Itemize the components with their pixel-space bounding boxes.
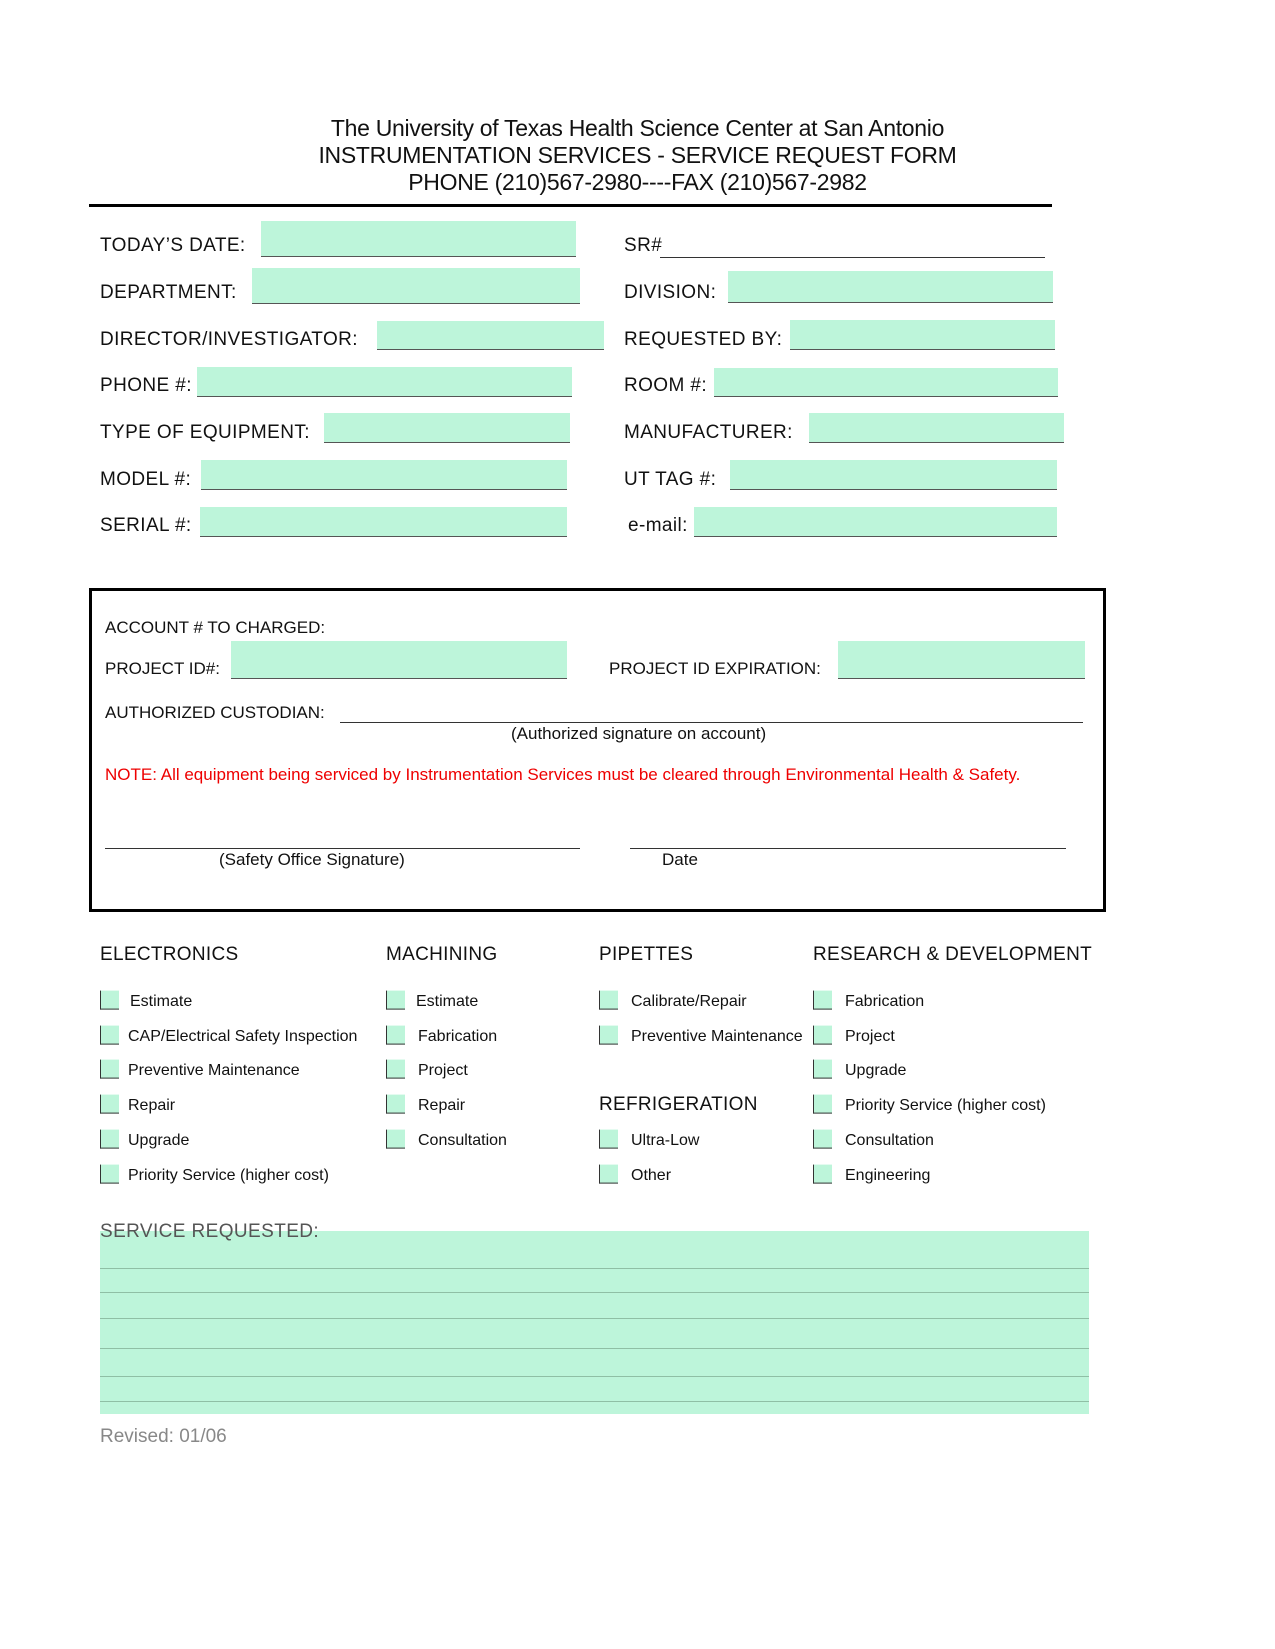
checkbox[interactable] xyxy=(386,1026,405,1045)
service-requested-line xyxy=(100,1401,1089,1402)
project-expiration-label: PROJECT ID EXPIRATION: xyxy=(609,659,821,678)
checkbox[interactable] xyxy=(100,1095,119,1114)
checkbox-label: Fabrication xyxy=(418,1028,498,1045)
checkbox-label: Upgrade xyxy=(128,1132,190,1149)
checkbox-label: Upgrade xyxy=(845,1062,907,1079)
room-field[interactable] xyxy=(714,368,1058,397)
phone-label: PHONE #: xyxy=(100,375,192,396)
date-label: Date xyxy=(662,850,698,869)
director-label: DIRECTOR/INVESTIGATOR: xyxy=(100,329,358,350)
checkbox[interactable] xyxy=(599,1026,618,1045)
custodian-note: (Authorized signature on account) xyxy=(511,724,767,743)
department-field[interactable] xyxy=(252,268,580,304)
checkbox-label: Project xyxy=(418,1062,468,1079)
checkbox-label: Calibrate/Repair xyxy=(631,993,747,1010)
equipment-type-field[interactable] xyxy=(324,413,570,443)
sr-line xyxy=(660,257,1045,258)
category-heading: MACHINING xyxy=(386,944,498,965)
checkbox-label: Preventive Maintenance xyxy=(631,1028,803,1045)
service-requested-line xyxy=(100,1318,1089,1319)
safety-signature-line[interactable] xyxy=(105,848,580,849)
checkbox[interactable] xyxy=(386,1060,405,1079)
requested-by-label: REQUESTED BY: xyxy=(624,329,783,350)
revised-date: Revised: 01/06 xyxy=(100,1426,227,1447)
safety-note: NOTE: All equipment being serviced by Instrumentation Services must be cleared through Environmental Health & Safety. xyxy=(105,765,1021,784)
checkbox-label: Priority Service (higher cost) xyxy=(845,1097,1046,1114)
account-heading: ACCOUNT # TO CHARGED: xyxy=(105,618,326,637)
service-requested-line xyxy=(100,1376,1089,1377)
sr-label: SR# xyxy=(624,235,663,256)
equipment-type-label: TYPE OF EQUIPMENT: xyxy=(100,422,310,443)
manufacturer-field[interactable] xyxy=(809,413,1064,443)
project-id-field[interactable] xyxy=(231,641,567,679)
service-requested-line xyxy=(100,1348,1089,1349)
checkbox-label: Repair xyxy=(128,1097,176,1114)
phone-field[interactable] xyxy=(197,367,572,397)
model-field[interactable] xyxy=(201,460,567,490)
room-label: ROOM #: xyxy=(624,375,708,396)
serial-field[interactable] xyxy=(200,507,567,537)
header-contact: PHONE (210)567-2980----FAX (210)567-2982 xyxy=(408,169,867,195)
checkbox[interactable] xyxy=(813,1060,832,1079)
checkbox[interactable] xyxy=(386,1095,405,1114)
checkbox[interactable] xyxy=(813,1026,832,1045)
division-field[interactable] xyxy=(728,271,1053,303)
email-label: e-mail: xyxy=(628,515,688,536)
ut-tag-label: UT TAG #: xyxy=(624,469,717,490)
category-heading: ELECTRONICS xyxy=(100,944,239,965)
requested-by-field[interactable] xyxy=(790,320,1055,350)
safety-signature-label: (Safety Office Signature) xyxy=(219,850,405,869)
category-heading: REFRIGERATION xyxy=(599,1094,758,1115)
checkbox-label: Fabrication xyxy=(845,993,925,1010)
service-requested-label: SERVICE REQUESTED: xyxy=(100,1221,320,1242)
checkbox-label: Priority Service (higher cost) xyxy=(128,1167,329,1184)
date-line[interactable] xyxy=(630,848,1066,849)
checkbox-label: Estimate xyxy=(416,993,479,1010)
checkbox[interactable] xyxy=(386,1130,405,1149)
service-requested-field[interactable] xyxy=(100,1231,1089,1414)
checkbox[interactable] xyxy=(599,1130,618,1149)
header-divider xyxy=(89,204,1052,207)
checkbox-label: Preventive Maintenance xyxy=(128,1062,300,1079)
project-expiration-field[interactable] xyxy=(838,641,1085,679)
service-requested-line xyxy=(100,1268,1089,1269)
director-field[interactable] xyxy=(377,321,604,350)
checkbox-label: CAP/Electrical Safety Inspection xyxy=(128,1028,358,1045)
header-institution: The University of Texas Health Science Center at San Antonio xyxy=(330,115,945,141)
custodian-label: AUTHORIZED CUSTODIAN: xyxy=(105,703,325,722)
checkbox-label: Engineering xyxy=(845,1167,931,1184)
checkbox[interactable] xyxy=(813,1165,832,1184)
project-id-label: PROJECT ID#: xyxy=(105,659,220,678)
custodian-signature-line[interactable] xyxy=(340,722,1083,723)
serial-label: SERIAL #: xyxy=(100,515,192,536)
checkbox[interactable] xyxy=(100,1026,119,1045)
category-heading: RESEARCH & DEVELOPMENT xyxy=(813,944,1092,965)
checkbox-label: Ultra-Low xyxy=(631,1132,700,1149)
checkbox[interactable] xyxy=(100,1165,119,1184)
checkbox[interactable] xyxy=(599,1165,618,1184)
email-field[interactable] xyxy=(694,507,1057,537)
category-heading: PIPETTES xyxy=(599,944,694,965)
service-requested-line xyxy=(100,1292,1089,1293)
checkbox-label: Consultation xyxy=(845,1132,934,1149)
todays-date-field[interactable] xyxy=(261,221,576,257)
checkbox[interactable] xyxy=(599,991,618,1010)
checkbox[interactable] xyxy=(386,991,405,1010)
header-form-title: INSTRUMENTATION SERVICES - SERVICE REQUEST FORM xyxy=(318,142,957,168)
checkbox[interactable] xyxy=(100,1060,119,1079)
checkbox[interactable] xyxy=(813,1095,832,1114)
ut-tag-field[interactable] xyxy=(730,460,1057,490)
checkbox-label: Repair xyxy=(418,1097,466,1114)
manufacturer-label: MANUFACTURER: xyxy=(624,422,793,443)
checkbox-label: Consultation xyxy=(418,1132,507,1149)
todays-date-label: TODAY’S DATE: xyxy=(100,235,246,256)
checkbox[interactable] xyxy=(100,1130,119,1149)
checkbox-label: Estimate xyxy=(130,993,193,1010)
checkbox[interactable] xyxy=(100,991,119,1010)
checkbox-label: Project xyxy=(845,1028,895,1045)
checkbox-label: Other xyxy=(631,1167,672,1184)
checkbox[interactable] xyxy=(813,991,832,1010)
department-label: DEPARTMENT: xyxy=(100,282,237,303)
division-label: DIVISION: xyxy=(624,282,717,303)
model-label: MODEL #: xyxy=(100,469,192,490)
checkbox[interactable] xyxy=(813,1130,832,1149)
